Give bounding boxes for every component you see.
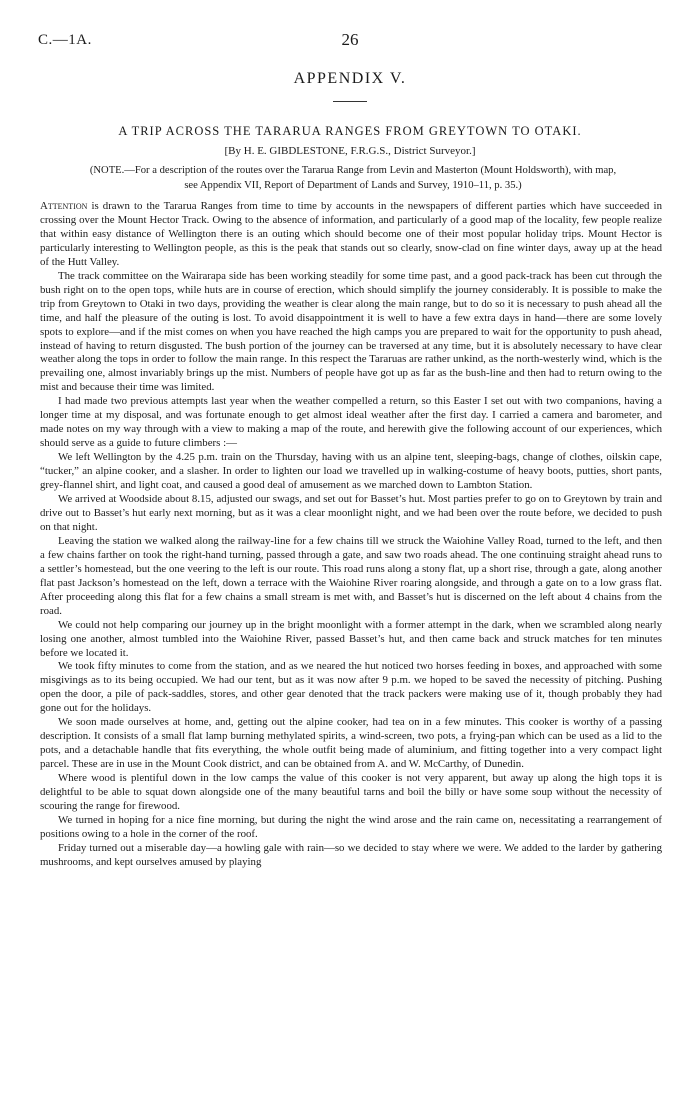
paragraph [40, 660, 662, 716]
appendix-title: APPENDIX V. [293, 70, 407, 87]
paragraph [40, 716, 662, 772]
paragraph [40, 493, 662, 535]
paragraph [40, 535, 662, 619]
page-number: 26 [341, 30, 359, 49]
paragraph [40, 619, 662, 661]
paragraph-text: We turned in hoping for a nice fine morning, but during the night the wind arose and the rain came on, necessitating a rearrangement of positions owing to a hole in the corner of the roof. [40, 813, 662, 840]
paragraph-text: Friday turned out a miserable day—a howling gale with rain—so we decided to stay where we were. We added to the larder by gathering mushrooms, and kept ourselves amused by playing [40, 841, 662, 868]
paragraph [40, 814, 662, 842]
paragraph-text: is drawn to the Tararua Ranges from time to time by accounts in the newspapers of different parties which have succeeded in crossing over the Mount Hector Track. Owing to the absence of information, and particularly of a good map of the locality, few people realize that within easy distance of Wellington there is an outing which should become one of their most popular holiday trips. Mount Hector is particularly interesting to Wellington people, as this is the peak that stands out so clearly, snow-clad on fine winter days, away up at the head of the Hutt Valley. [40, 200, 662, 268]
paragraph [40, 270, 662, 396]
byline: [By H. E. GIBDLESTONE, F.R.G.S., District Surveyor.] [224, 145, 476, 157]
page-header-ref: C.—1A. [38, 32, 92, 48]
paragraph-text: We left Wellington by the 4.25 p.m. train on the Thursday, having with us an alpine tent, sleeping-bags, change of clothes, oilskin cape, “tucker,” an alpine cooker, and a slasher. In order to lighten our load we travelled up in walking-costume of heavy boots, putties, short pants, grey-flannel shirt, and light coat, and caused a good deal of amusement as we marched down to Lambton Station. [40, 451, 662, 492]
paragraph [40, 772, 662, 814]
article-title: A TRIP ACROSS THE TARARUA RANGES FROM GREYTOWN TO OTAKI. [118, 124, 582, 138]
paragraph-lead: Attention [40, 200, 88, 212]
paragraph-text: I had made two previous attempts last year when the weather compelled a return, so this Easter I set out with two companions, having a longer time at my disposal, and was fortunate enough to get almost ideal weather after the first day. I carried a camera and barometer, and made notes on my way through with a view to making a map of the route, and herewith give the following account of our experiences, which should serve as a guide to future climbers :— [40, 395, 662, 450]
paragraph [40, 451, 662, 493]
divider [333, 101, 367, 102]
paragraph-text: Where wood is plentiful down in the low camps the value of this cooker is not very apparent, but away up along the high tops it is delightful to be able to squat down alongside one of the many beautiful tarns and boil the billy or have some soup without the necessity of scouring the range for firewood. [40, 772, 662, 812]
paragraph-text: We could not help comparing our journey up in the bright moonlight with a former attempt in the dark, when we scrambled along nearly losing one another, almost tumbled into the Waiohine River, passed Basset’s hut, and then came back and struck matches for ten minutes before we located it. [40, 618, 662, 659]
paragraph [40, 842, 662, 870]
paragraph-text: The track committee on the Wairarapa side has been working steadily for some time past, and a good pack-track has been cut through the bush right on to the open tops, while huts are in course of erection, which should simplify the journey considerably. It is possible to make the trip from Greytown to Otaki in two days, providing the weather is clear along the main range, but to do so it is necessary to push ahead all the time, and half the pleasure of the outing is lost. To avoid disappointment it is well to have a few extra days in hand—there are some lovely spots to explore—and if the mist comes on when you have reached the high camps you are prepared to wait for the opportunity to push ahead, instead of having to return disgusted. The bush portion of the journey can be traversed at any time, but it is absolutely necessary to have clear weather along the tops in order to follow the main range. In this respect the Tararuas are rather unkind, as the north-westerly wind, which is the prevailing one, almost invariably brings up the mist. Numbers of people have got up as far as the bush-line and then had to return owing to the mist and because their time was limited. [40, 269, 662, 394]
paragraph-text: We arrived at Woodside about 8.15, adjusted our swags, and set out for Basset’s hut. Most parties prefer to go on to Greytown by train and drive out to Basset’s hut early next morning, but as it was a clear moonlight night, and we had been over the route before, we decided to push on that night. [40, 493, 662, 533]
paragraph-text: We took fifty minutes to come from the station, and as we neared the hut noticed two horses feeding in boxes, and approached with some misgivings as to its being occupied. We had our tent, but as it was now after 9 p.m. we hoped to be saved the necessity of pitching. Pushing open the door, a pile of pack-saddles, stores, and other gear denoted that the track packers were making use of it, though probably they had gone out for the holidays. [40, 660, 662, 715]
paragraph [40, 395, 662, 451]
article-body [40, 200, 662, 870]
editorial-note: (NOTE.—For a description of the routes over the Tararua Range from Levin and Masterton (Mount Holdsworth), with map, see Appendix VII, Report of Department of Lands and Survey, 1910–11, p. 35.) [89, 165, 617, 191]
paragraph-text: We soon made ourselves at home, and, getting out the alpine cooker, had tea on in a few minutes. This cooker is worthy of a passing description. It consists of a small flat lamp burning methylated spirits, a wind-screen, two pots, a frying-pan which can be used as a lid to the pots, and a detachable handle that fits everything, the whole outfit being made of aluminium, and fitting together into a very compact light parcel. These are in use in the Mount Cook district, and can be obtained from A. and W. McCarthy, of Dunedin. [40, 716, 662, 771]
paragraph [40, 200, 662, 270]
paragraph-text: Leaving the station we walked along the railway-line for a few chains till we struck the Waiohine Valley Road, turned to the left, and then a few chains farther on took the right-hand turning, passed through a gate, and saw two roads ahead. The one continuing straight ahead runs to a settler’s homestead, but the one veering to the left is our route. This road runs along a stony flat, up a short rise, through a gate, along another flat past Jackson’s homestead on the left, down a terrace with the Waiohine River roaring alongside, and through a gate on to a low grass flat. After proceeding along this flat for a few chains a small stream is met with, and Basset’s hut is discerned on the left about 4 chains from the road. [40, 534, 662, 617]
